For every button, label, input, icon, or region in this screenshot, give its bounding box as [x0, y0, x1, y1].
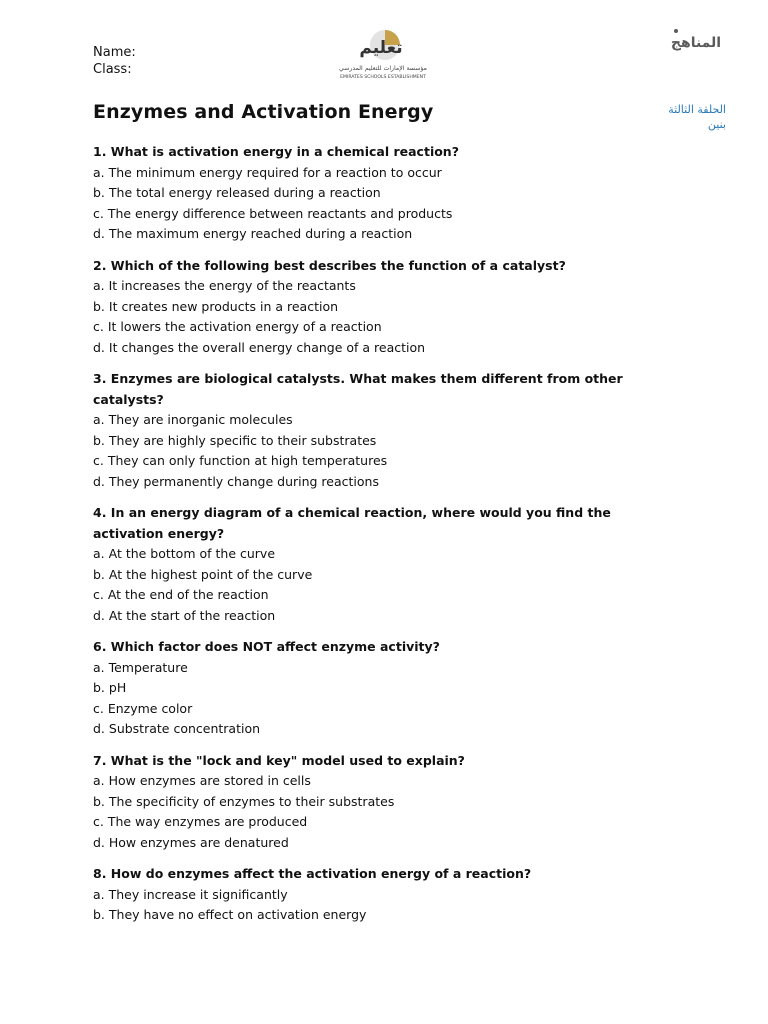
answer-option: b. At the highest point of the curve: [93, 566, 313, 582]
answer-options: [93, 771, 653, 853]
cycle-label-line1: الحلقة الثالثة: [668, 103, 726, 116]
question-block: [93, 864, 653, 926]
answer-option: a. They are inorganic molecules: [93, 412, 293, 427]
answer-option: a. The minimum energy required for a reaction to occur: [93, 164, 442, 180]
answer-option: a. At the bottom of the curve: [93, 546, 276, 561]
answer-option: a. It increases the energy of the reactants: [93, 278, 356, 293]
answer-option: c. The energy difference between reactants and products: [93, 205, 453, 221]
answer-option: d. The maximum energy reached during a reaction: [93, 226, 413, 241]
question-text: 3. Enzymes are biological catalysts. What makes them different from other catalysts?: [93, 371, 623, 407]
answer-option: a. Temperature: [93, 659, 188, 675]
answer-option: d. It changes the overall energy change of a reaction: [93, 339, 426, 355]
answer-option: c. Enzyme color: [93, 700, 193, 716]
logo-arabic-name: مؤسسة الإمارات للتعليم المدرسي: [339, 65, 427, 72]
question-block: [93, 503, 653, 626]
question-text: 2. Which of the following best describes the function of a catalyst?: [93, 257, 566, 273]
logo-wordmark: تعليم: [359, 38, 403, 58]
question-block: [93, 256, 653, 359]
answer-option: d. At the start of the reaction: [93, 607, 276, 623]
question-text: 4. In an energy diagram of a chemical reaction, where would you find the activation energy?: [93, 505, 611, 541]
cycle-label: [668, 102, 726, 132]
answer-option: d. Substrate concentration: [93, 721, 261, 736]
curriculum-logo: [664, 26, 728, 54]
question-block: [93, 637, 653, 740]
curriculum-logo-text: المناهج: [670, 35, 722, 51]
answer-option: b. It creates new products in a reaction: [93, 298, 339, 314]
worksheet-title: Enzymes and Activation Energy: [93, 101, 434, 123]
logo-english-name: EMIRATES SCHOOLS ESTABLISHMENT: [340, 75, 426, 80]
answer-option: a. They increase it significantly: [93, 886, 288, 902]
question-text: 8. How do enzymes affect the activation energy of a reaction?: [93, 866, 532, 881]
answer-option: b. The total energy released during a reaction: [93, 185, 381, 200]
answer-options: [93, 410, 653, 492]
question-block: [93, 369, 653, 492]
answer-option: b. They have no effect on activation energy: [93, 907, 367, 922]
answer-options: [93, 544, 653, 626]
emirates-schools-establishment-logo: [325, 28, 441, 82]
name-label: Name:: [93, 45, 136, 60]
answer-option: c. They can only function at high temperatures: [93, 453, 388, 468]
class-label: Class:: [93, 62, 132, 77]
student-info-block: [93, 44, 136, 78]
answer-option: c. The way enzymes are produced: [93, 814, 308, 829]
question-block: [93, 751, 653, 854]
question-list: [93, 142, 653, 937]
question-text: 7. What is the "lock and key" model used to explain?: [93, 752, 465, 768]
answer-option: c. At the end of the reaction: [93, 587, 269, 602]
answer-option: b. pH: [93, 680, 127, 695]
answer-option: b. The specificity of enzymes to their substrates: [93, 793, 395, 809]
answer-option: d. They permanently change during reactions: [93, 473, 379, 489]
answer-options: [93, 163, 653, 245]
question-block: [93, 142, 653, 245]
cycle-label-line2: بنين: [707, 118, 726, 131]
question-text: 6. Which factor does NOT affect enzyme activity?: [93, 639, 440, 654]
answer-option: b. They are highly specific to their substrates: [93, 432, 377, 448]
answer-option: a. How enzymes are stored in cells: [93, 773, 311, 788]
answer-options: [93, 276, 653, 358]
answer-options: [93, 658, 653, 740]
answer-option: c. It lowers the activation energy of a reaction: [93, 319, 382, 334]
question-text: 1. What is activation energy in a chemical reaction?: [93, 144, 459, 159]
answer-options: [93, 885, 653, 926]
answer-option: d. How enzymes are denatured: [93, 834, 289, 850]
